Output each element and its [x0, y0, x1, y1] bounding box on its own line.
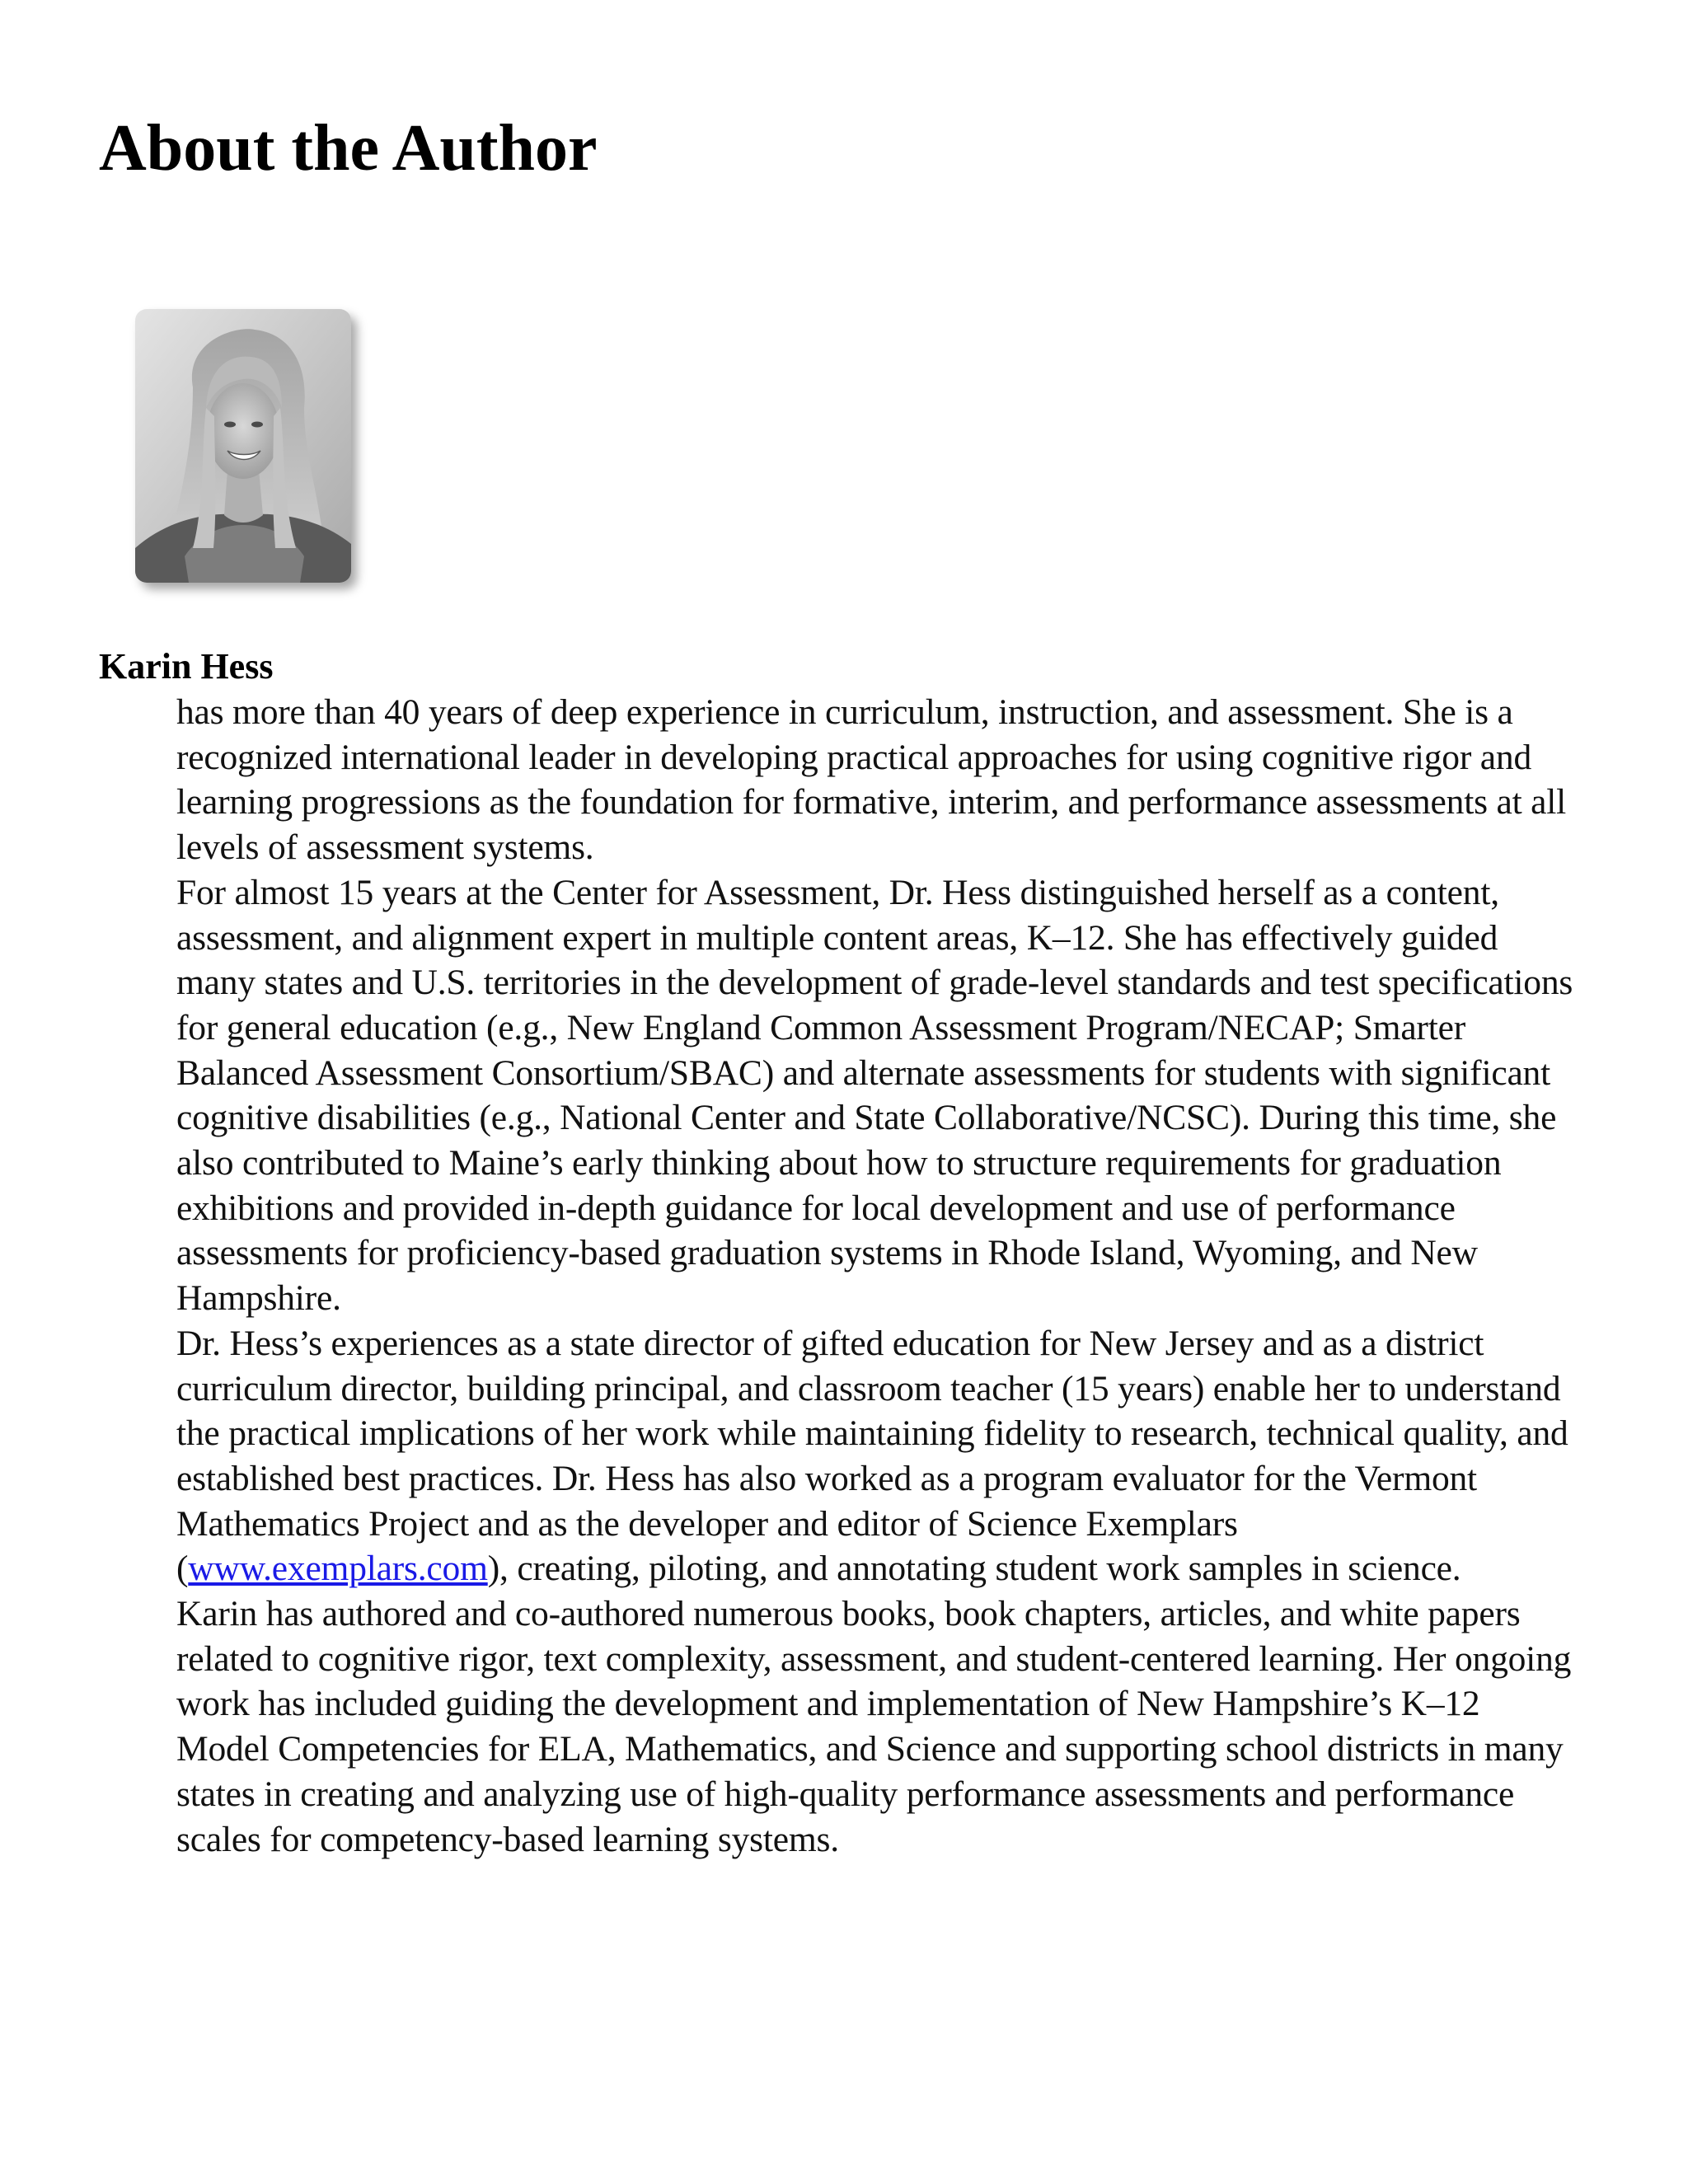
bio-paragraph: For almost 15 years at the Center for Assessment, Dr. Hess distinguished herself as a content, assessment, and alignment expert in multiple content areas, K–12. She has effectively guided many states and U.S. territories in the development of grade-level standards and test specifications for general education (e.g., New England Common Assessment Program/NECAP; Smarter Balanced Assessment Consortium/SBAC) and alternate assessments for students with significant cognitive disabilities (e.g., National Center and State Collaborative/NCSC). During this time, she also contributed to Maine’s early thinking about how to structure requirements for graduation exhibitions and provided in-depth guidance for local development and use of performance assessments for proficiency-based graduation systems in Rhode Island, Wyoming, and New Hampshire.	[176, 872, 1573, 1319]
exemplars-link[interactable]: www.exemplars.com	[188, 1549, 488, 1589]
page-title: About the Author	[99, 112, 598, 185]
bio-text: ), creating, piloting, and annotating student work samples in science.	[487, 1549, 1461, 1589]
author-bio	[176, 690, 1578, 1862]
bio-text: Dr. Hess’s experiences as a state director of gifted education for New Jersey and as a district curriculum director, building principal, and classroom teacher (15 years) enable her to understand the practical implications of her work while maintaining fidelity to research, technical quality, and established best practices. Dr. Hess has also worked as a program evaluator for the Vermont Mathematics Project and as the developer and editor of Science Exemplars (	[176, 1323, 1568, 1589]
author-name: Karin Hess	[99, 646, 274, 687]
author-portrait-icon	[135, 309, 351, 583]
bio-paragraph	[176, 1321, 1578, 1591]
bio-paragraph: Karin has authored and co-authored numerous books, book chapters, articles, and white papers related to cognitive rigor, text complexity, assessment, and student-centered learning. Her ongoing work has included guiding the development and implementation of New Hampshire’s K–12 Model Competencies for ELA, Mathematics, and Science and supporting school districts in many states in creating and analyzing use of high-quality performance assessments and performance scales for competency-based learning systems.	[176, 1594, 1572, 1859]
author-photo	[135, 309, 351, 583]
bio-paragraph: has more than 40 years of deep experience in curriculum, instruction, and assessment. She is a recognized international leader in developing practical approaches for using cognitive rigor and learning progressions as the foundation for formative, interim, and performance assessments at all levels of assessment systems.	[176, 692, 1567, 868]
